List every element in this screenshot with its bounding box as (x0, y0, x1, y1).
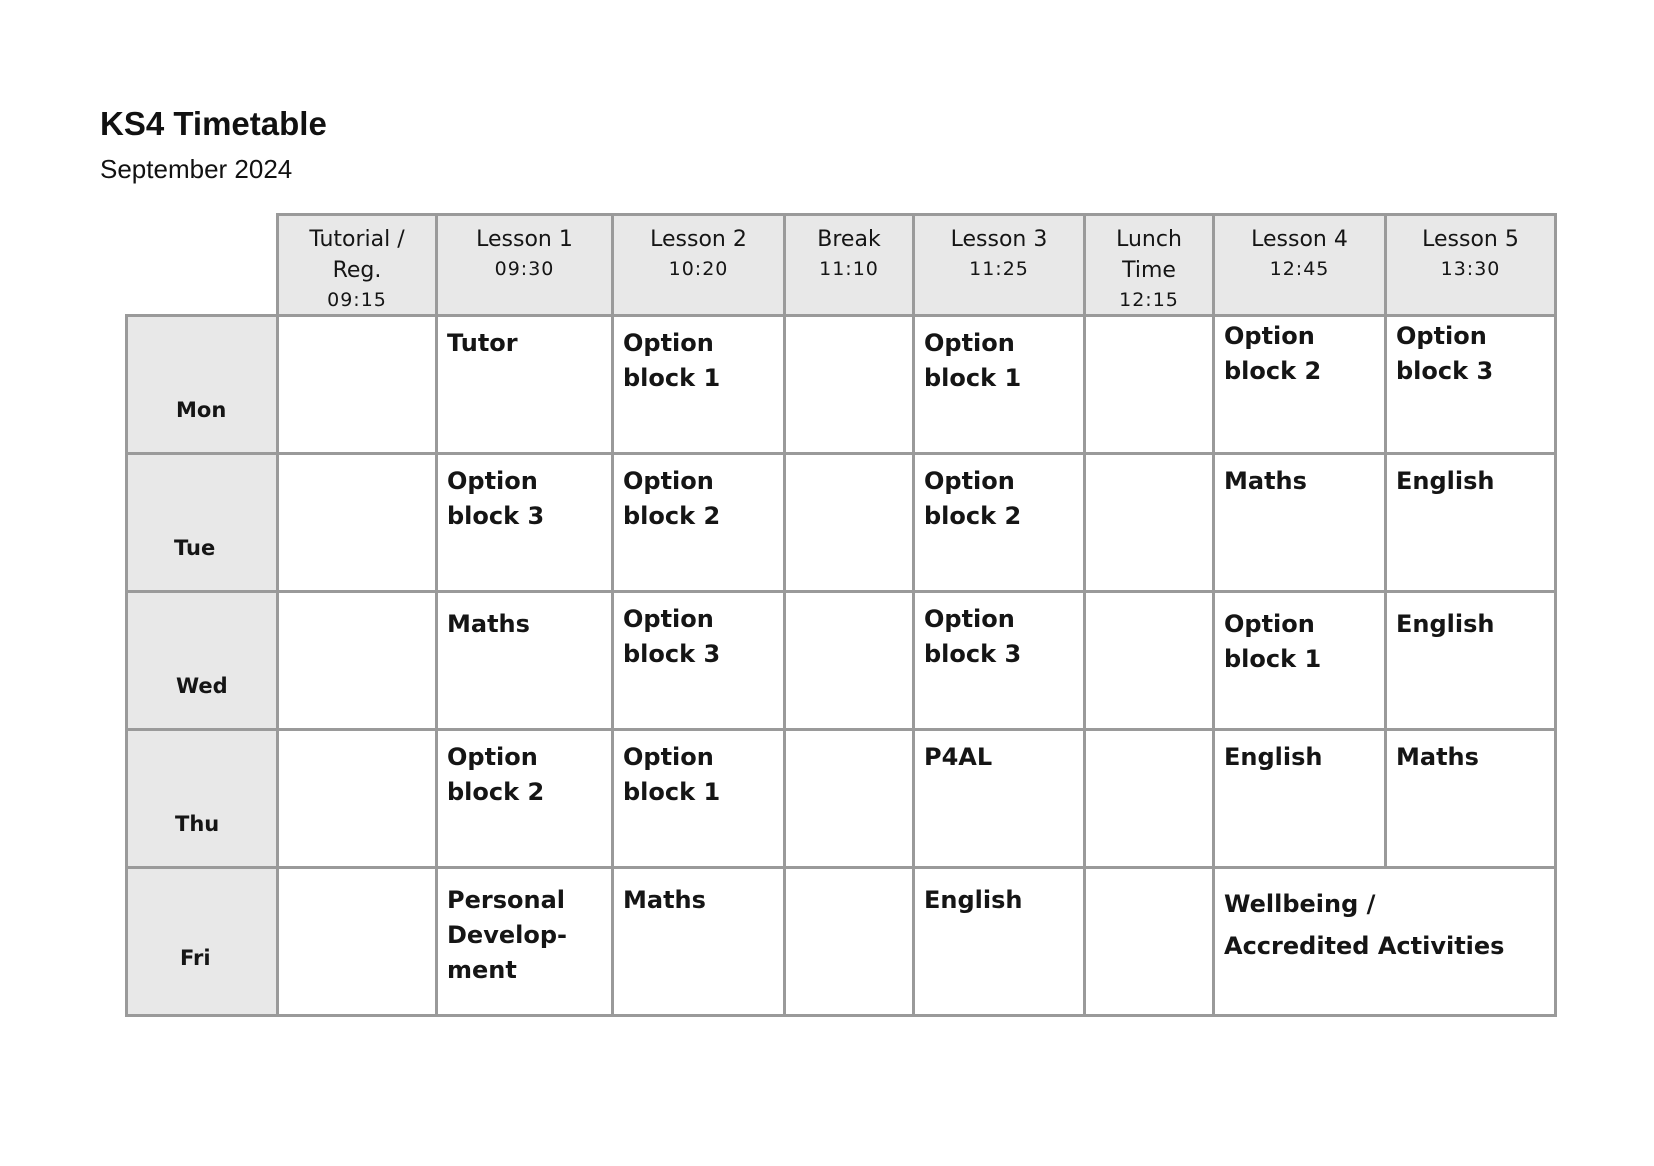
cell-text: Option block 2 (623, 467, 721, 530)
cell-mon-lesson-5 (1384, 314, 1557, 455)
header-label: Lesson 3 (950, 227, 1048, 252)
day-wed (125, 590, 279, 731)
day-label: Fri (180, 946, 211, 970)
day-label: Wed (176, 674, 228, 698)
cell-text: English (1224, 743, 1323, 771)
cell-wed-lesson-1 (435, 590, 614, 731)
cell-wed-lunch (1083, 590, 1215, 731)
day-tue (125, 452, 279, 593)
cell-tue-tutorial (276, 452, 438, 593)
day-label: Mon (176, 398, 227, 422)
cell-text: Maths (623, 886, 706, 914)
cell-text: Personal Develop- ment (447, 886, 567, 984)
day-fri (125, 866, 279, 1017)
header-time: 10:20 (668, 258, 729, 280)
cell-text: Option block 1 (1224, 610, 1322, 673)
cell-text: Maths (447, 610, 530, 638)
header-break (783, 213, 915, 317)
header-time: 12:45 (1269, 258, 1330, 280)
cell-tue-lesson-4 (1212, 452, 1387, 593)
cell-text: Option block 3 (623, 605, 721, 668)
cell-tue-lesson-5 (1384, 452, 1557, 593)
header-time: 11:25 (969, 258, 1029, 280)
cell-fri-lunch (1083, 866, 1215, 1017)
cell-thu-lesson-2 (611, 728, 786, 869)
header-tutorial-reg (276, 213, 438, 317)
cell-fri-break (783, 866, 915, 1017)
page-subtitle: September 2024 (100, 154, 293, 184)
cell-thu-tutorial (276, 728, 438, 869)
cell-fri-lesson-3 (912, 866, 1086, 1017)
cell-fri-lessons-4-5 (1212, 866, 1557, 1017)
cell-fri-lesson-2 (611, 866, 786, 1017)
cell-wed-lesson-2 (611, 590, 786, 731)
cell-mon-lesson-1 (435, 314, 614, 455)
header-lesson-5 (1384, 213, 1557, 317)
cell-text: Option block 3 (447, 467, 545, 530)
header-time: 09:30 (494, 258, 555, 280)
cell-text: English (924, 886, 1023, 914)
cell-tue-break (783, 452, 915, 593)
cell-mon-lesson-2 (611, 314, 786, 455)
cell-mon-lesson-4 (1212, 314, 1387, 455)
cell-text: English (1396, 610, 1495, 638)
header-label: Break (817, 227, 881, 252)
cell-thu-break (783, 728, 915, 869)
cell-text: Option block 2 (924, 467, 1022, 530)
cell-wed-lesson-4 (1212, 590, 1387, 731)
cell-text: Tutor (447, 329, 518, 357)
cell-thu-lunch (1083, 728, 1215, 869)
cell-text: Option block 2 (1224, 322, 1322, 385)
header-label: Lesson 5 (1422, 227, 1519, 252)
cell-fri-lesson-1 (435, 866, 614, 1017)
day-label: Thu (175, 812, 220, 836)
header-time: 11:10 (819, 258, 879, 280)
header-lunch-time (1083, 213, 1215, 317)
cell-mon-break (783, 314, 915, 455)
header-lesson-3 (912, 213, 1086, 317)
cell-text: Option block 3 (1396, 322, 1494, 385)
cell-text: Option block 1 (623, 329, 721, 392)
cell-text: Wellbeing / Accredited Activities (1224, 890, 1505, 960)
cell-tue-lesson-2 (611, 452, 786, 593)
cell-text: Option block 3 (924, 605, 1022, 668)
header-label: Lesson 2 (650, 227, 747, 252)
cell-text: Option block 1 (924, 329, 1022, 392)
day-thu (125, 728, 279, 869)
cell-text: Maths (1224, 467, 1307, 495)
cell-thu-lesson-4 (1212, 728, 1387, 869)
cell-text: P4AL (924, 743, 993, 771)
day-mon (125, 314, 279, 455)
cell-mon-tutorial (276, 314, 438, 455)
cell-text: Option block 2 (447, 743, 545, 806)
cell-wed-break (783, 590, 915, 731)
cell-thu-lesson-1 (435, 728, 614, 869)
header-label: Lunch Time (1116, 227, 1182, 283)
page-title: KS4 Timetable (100, 105, 327, 142)
cell-tue-lesson-1 (435, 452, 614, 593)
header-label: Lesson 4 (1251, 227, 1348, 252)
cell-mon-lesson-3 (912, 314, 1086, 455)
cell-thu-lesson-3 (912, 728, 1086, 869)
cell-mon-lunch (1083, 314, 1215, 455)
header-label: Lesson 1 (476, 227, 573, 252)
header-label: Tutorial / Reg. (309, 227, 405, 283)
day-label: Tue (174, 536, 216, 560)
header-time: 13:30 (1440, 258, 1501, 280)
header-time: 09:15 (327, 289, 387, 311)
header-lesson-1 (435, 213, 614, 317)
cell-wed-lesson-5 (1384, 590, 1557, 731)
cell-fri-tutorial (276, 866, 438, 1017)
header-lesson-2 (611, 213, 786, 317)
cell-tue-lesson-3 (912, 452, 1086, 593)
cell-thu-lesson-5 (1384, 728, 1557, 869)
cell-tue-lunch (1083, 452, 1215, 593)
cell-text: English (1396, 467, 1495, 495)
header-lesson-4 (1212, 213, 1387, 317)
cell-text: Option block 1 (623, 743, 721, 806)
cell-wed-lesson-3 (912, 590, 1086, 731)
header-time: 12:15 (1119, 289, 1179, 311)
cell-text: Maths (1396, 743, 1479, 771)
cell-wed-tutorial (276, 590, 438, 731)
